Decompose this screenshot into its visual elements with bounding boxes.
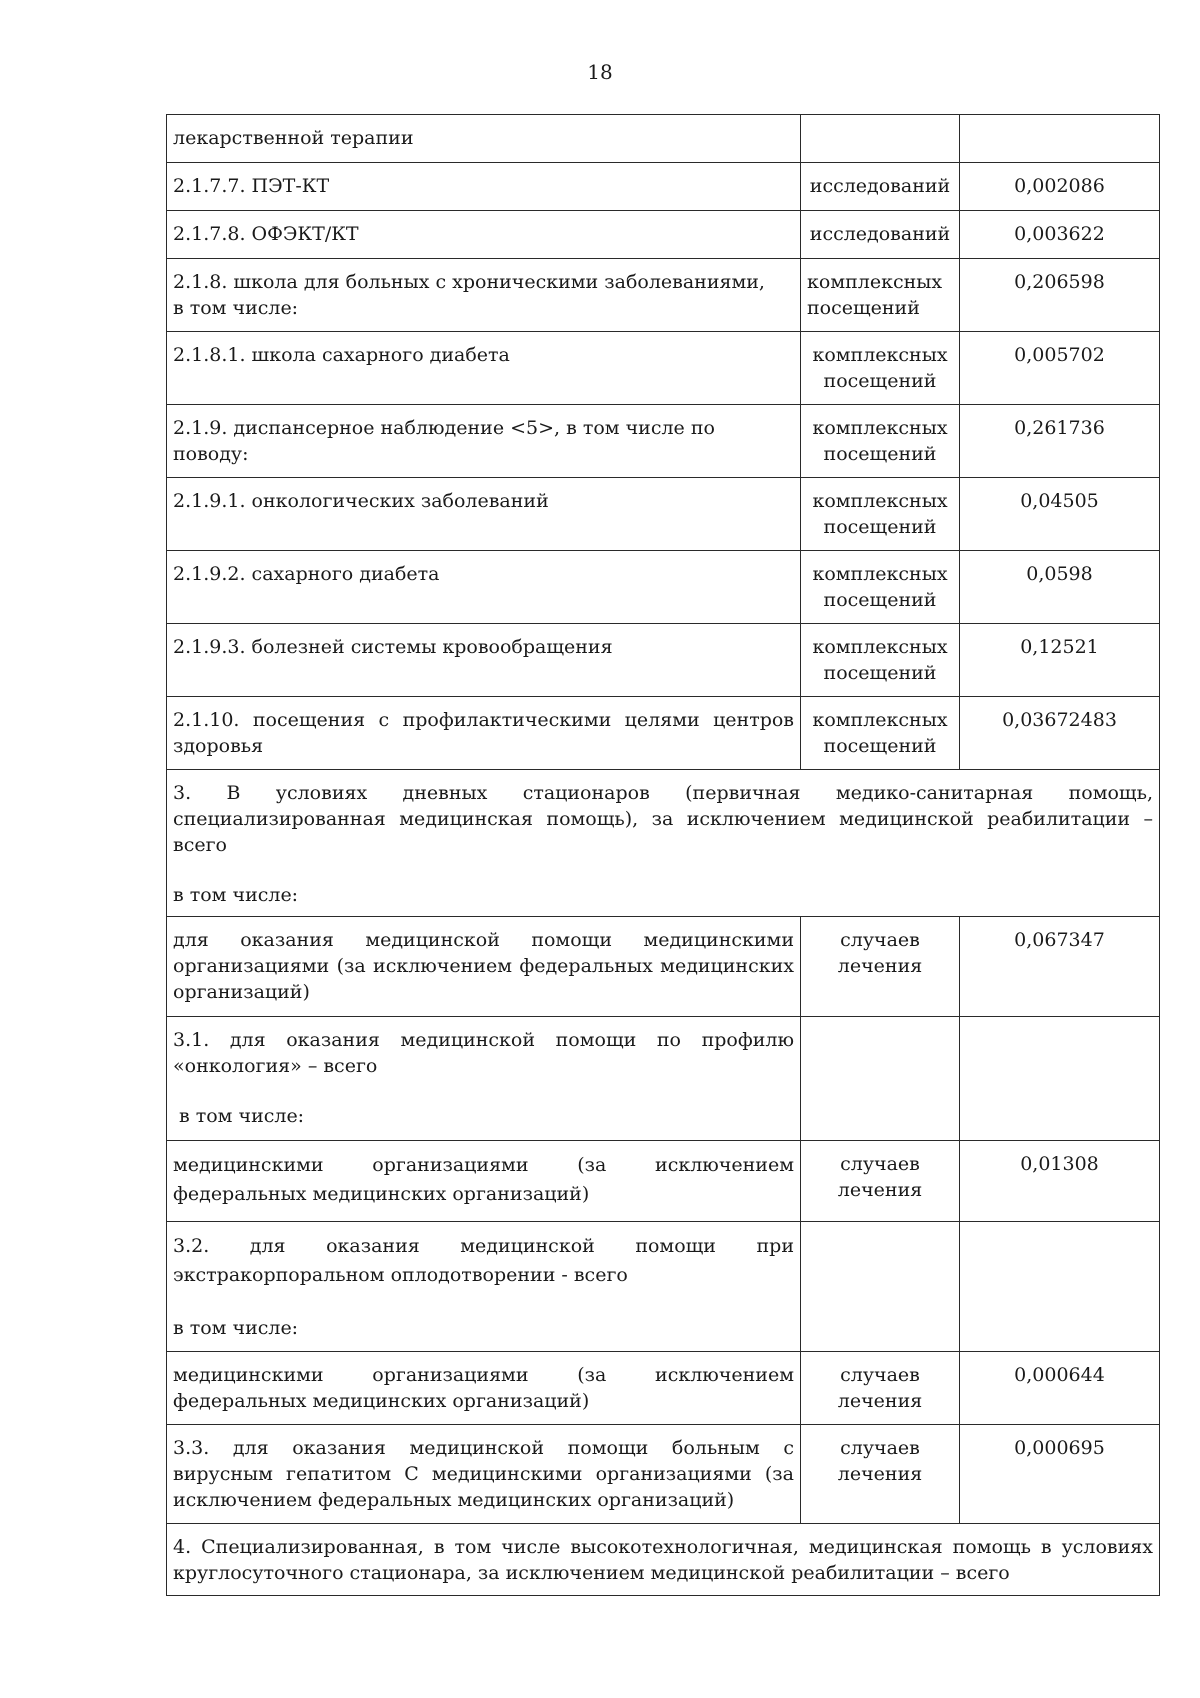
row-unit: случаев лечения <box>801 917 960 1017</box>
row-name: 2.1.8.1. школа сахарного диабета <box>167 332 801 405</box>
row-value <box>960 1017 1160 1141</box>
row-unit: комплексных посещений <box>801 697 960 770</box>
row-unit <box>801 1222 960 1352</box>
row-unit: случаев лечения <box>801 1352 960 1425</box>
row-name: 2.1.7.8. ОФЭКТ/КТ <box>167 211 801 259</box>
row-name: лекарственной терапии <box>167 115 801 163</box>
row-name-line: 2.1.8. школа для больных с хроническими заболеваниями, <box>173 271 765 293</box>
row-unit: исследований <box>801 211 960 259</box>
row-unit: комплексных посещений <box>801 551 960 624</box>
table-row <box>167 551 1160 624</box>
row-name <box>167 1017 801 1141</box>
row-name-line: 3.1. для оказания медицинской помощи по профилю «онкология» – всего <box>173 1029 794 1077</box>
page-number: 18 <box>587 60 613 84</box>
row-unit: комплексных посещений <box>801 478 960 551</box>
section-text: 3. В условиях дневных стационаров (первичная медико-санитарная помощь, специализированная медицинская помощь), за исключением медицинской реабилитации – всего <box>173 782 1153 856</box>
row-unit: исследований <box>801 163 960 211</box>
row-value: 0,000695 <box>960 1425 1160 1524</box>
table-row <box>167 478 1160 551</box>
row-name: 2.1.9.3. болезней системы кровообращения <box>167 624 801 697</box>
row-value <box>960 115 1160 163</box>
row-value: 0,03672483 <box>960 697 1160 770</box>
row-name: для оказания медицинской помощи медицинскими организациями (за исключением федеральных медицинских организаций) <box>167 917 801 1017</box>
row-unit: случаев лечения <box>801 1425 960 1524</box>
row-value: 0,206598 <box>960 259 1160 332</box>
row-value: 0,002086 <box>960 163 1160 211</box>
row-name: 2.1.9.1. онкологических заболеваний <box>167 478 801 551</box>
row-unit <box>801 115 960 163</box>
section-row <box>167 770 1160 917</box>
row-name <box>167 259 801 332</box>
section-heading: 4. Специализированная, в том числе высокотехнологичная, медицинская помощь в условиях круглосуточного стационара, за исключением медицинской реабилитации – всего <box>167 1524 1160 1596</box>
row-name: медицинскими организациями (за исключением федеральных медицинских организаций) <box>167 1141 801 1222</box>
row-name: 2.1.9. диспансерное наблюдение <5>, в том числе по поводу: <box>167 405 801 478</box>
row-value: 0,003622 <box>960 211 1160 259</box>
row-value: 0,261736 <box>960 405 1160 478</box>
row-value: 0,000644 <box>960 1352 1160 1425</box>
row-value: 0,12521 <box>960 624 1160 697</box>
table-row <box>167 624 1160 697</box>
row-unit <box>801 1017 960 1141</box>
section-row <box>167 1524 1160 1596</box>
table-row <box>167 1352 1160 1425</box>
row-value: 0,0598 <box>960 551 1160 624</box>
row-name-line: в том числе: <box>173 297 299 319</box>
row-name-line: в том числе: <box>173 1317 299 1339</box>
row-name: 2.1.10. посещения с профилактическими целями центров здоровья <box>167 697 801 770</box>
row-value: 0,01308 <box>960 1141 1160 1222</box>
table-row <box>167 1425 1160 1524</box>
table-row <box>167 259 1160 332</box>
row-name: 2.1.7.7. ПЭТ-КТ <box>167 163 801 211</box>
row-name-line: в том числе: <box>179 1105 305 1127</box>
row-unit: комплексных посещений <box>801 259 960 332</box>
row-name-line: 3.2. для оказания медицинской помощи при экстракорпоральном оплодотворении - всего <box>173 1235 794 1286</box>
table-row <box>167 1222 1160 1352</box>
row-unit: комплексных посещений <box>801 332 960 405</box>
row-unit: случаев лечения <box>801 1141 960 1222</box>
table-row <box>167 163 1160 211</box>
section-subtext: в том числе: <box>173 884 299 906</box>
table-row <box>167 697 1160 770</box>
row-name: 2.1.9.2. сахарного диабета <box>167 551 801 624</box>
norms-table <box>166 114 1160 1596</box>
row-name: 3.3. для оказания медицинской помощи больным с вирусным гепатитом С медицинскими организациями (за исключением федеральных медицинских организаций) <box>167 1425 801 1524</box>
table-row <box>167 332 1160 405</box>
row-name: медицинскими организациями (за исключением федеральных медицинских организаций) <box>167 1352 801 1425</box>
table-row <box>167 917 1160 1017</box>
table-row <box>167 1017 1160 1141</box>
table-row <box>167 405 1160 478</box>
row-value: 0,005702 <box>960 332 1160 405</box>
table-row <box>167 115 1160 163</box>
row-value: 0,04505 <box>960 478 1160 551</box>
row-name <box>167 1222 801 1352</box>
section-heading <box>167 770 1160 917</box>
row-value: 0,067347 <box>960 917 1160 1017</box>
row-value <box>960 1222 1160 1352</box>
table-row <box>167 211 1160 259</box>
row-unit: комплексных посещений <box>801 405 960 478</box>
table-row <box>167 1141 1160 1222</box>
row-unit: комплексных посещений <box>801 624 960 697</box>
